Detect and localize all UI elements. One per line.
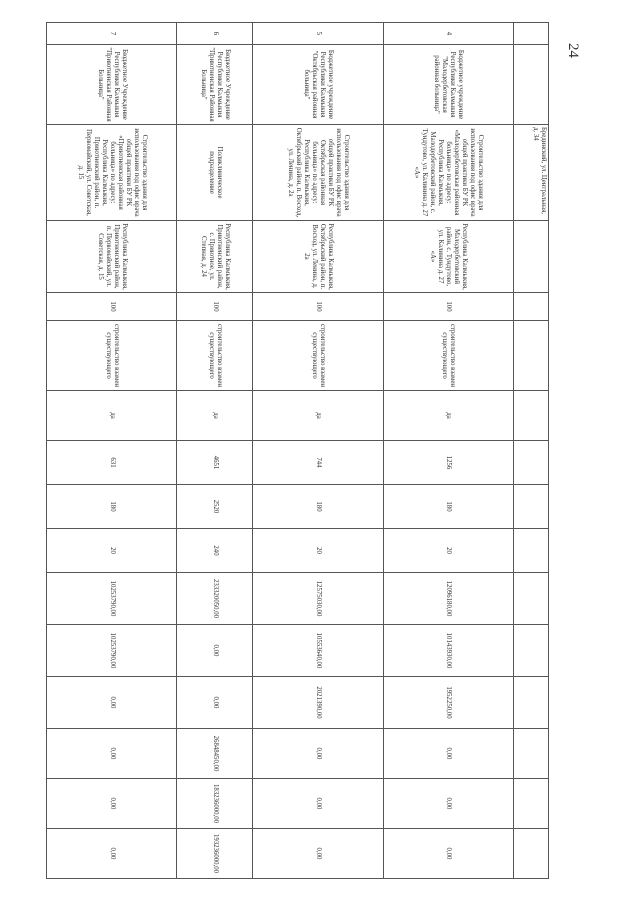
sum-cell: 10553640,00: [253, 625, 383, 677]
rotated-page: [46, 22, 549, 878]
work-type-cell: строительство взамен существующего: [47, 321, 177, 391]
sum-cell: 0,00: [253, 729, 383, 779]
area-cell: 744: [253, 441, 383, 485]
table-cell: [514, 441, 549, 485]
row-number: 6: [177, 23, 253, 45]
sum-cell: 10253790,00: [47, 625, 177, 677]
sum-cell: 0,00: [253, 779, 383, 829]
address-cell: Республика Калмыкия, Октябрьский район, п. Восход, ул. Ленина, д. 2а: [253, 221, 383, 293]
sum-total-cell: 12096180,00: [383, 573, 513, 625]
table-cell: [514, 321, 549, 391]
sum-cell: 183236000,00: [177, 779, 253, 829]
percent-cell: 100: [383, 293, 513, 321]
staff-cell: 20: [383, 529, 513, 573]
address-cell: Республика Калмыкия, Малодербетовский район, с. Тундутово, ул. Калинина д. 27 «А»: [383, 221, 513, 293]
description-cell: Строительство здания для использования под офис врача общей практики БУ РК «Малодербетовская районная больница» по адресу: Республика Калмыкия, Малодербетовский район, с. Тундутово, ул. Калинина д. 27 «А»: [383, 125, 513, 221]
staff-cell: 20: [47, 529, 177, 573]
table-cell: [514, 677, 549, 729]
table-cell: [514, 391, 549, 441]
address-cell: Брединский, ул. Центральная, д. 34: [514, 125, 549, 221]
row-number: 4: [383, 23, 513, 45]
sum-cell: 2021390,00: [253, 677, 383, 729]
page-number: 24: [565, 43, 581, 58]
organization-cell: Бюджетное учреждение Республики Калмыкия "Малодербетовская районная больница": [383, 45, 513, 125]
address-cell: Республика Калмыкия, Приютненский район, с. Приютное, ул. Степная, д. 24: [177, 221, 253, 293]
percent-cell: 100: [177, 293, 253, 321]
table-cell: [514, 729, 549, 779]
address-cell: Республика Калмыкия, Приютненский район, п. Первомайский, ул. Советская, д. 15: [47, 221, 177, 293]
rotated-table-container: [46, 22, 549, 878]
flag-cell: да: [177, 391, 253, 441]
table-cell: [514, 829, 549, 879]
staff-cell: 240: [177, 529, 253, 573]
sum-cell: 0,00: [383, 829, 513, 879]
flag-cell: да: [253, 391, 383, 441]
table-cell: [514, 23, 549, 45]
description-cell: Строительство здания для использования под офис врача общей практики БУ РК «Приютненская районная больница» по адресу: Республика Калмыкия, Приютненский район, п. Первомайский, ул. Советская, д. 15: [47, 125, 177, 221]
description-cell: Строительство здания для использования под офис врача общей практики БУ РК Октябрьская районная больница» по адресу: Республика Калмыкия, Октябрьский район, п. Восход, ул. Ленина, д. 2а: [253, 125, 383, 221]
table-cell: [514, 293, 549, 321]
sum-cell: 0,00: [253, 829, 383, 879]
sum-cell: 0,00: [47, 829, 177, 879]
sum-cell: 10143930,00: [383, 625, 513, 677]
description-cell: Поликлиническое подразделение: [177, 125, 253, 221]
sum-cell: 0,00: [47, 677, 177, 729]
sum-cell: 193236000,00: [177, 829, 253, 879]
flag-cell: да: [47, 391, 177, 441]
percent-cell: 100: [47, 293, 177, 321]
row-number: 5: [253, 23, 383, 45]
table-cell: [514, 485, 549, 529]
flag-cell: да: [383, 391, 513, 441]
table-cell: [514, 529, 549, 573]
sum-total-cell: 12575030,00: [253, 573, 383, 625]
table-cell: [514, 779, 549, 829]
percent-cell: 100: [253, 293, 383, 321]
sum-cell: 0,00: [177, 625, 253, 677]
area-cell: 1256: [383, 441, 513, 485]
capacity-cell: 180: [253, 485, 383, 529]
table-cell: [514, 625, 549, 677]
object-table: [46, 22, 549, 879]
staff-cell: 20: [253, 529, 383, 573]
organization-cell: Бюджетное учреждение Республики Калмыкия "Октябрьская районная больница": [253, 45, 383, 125]
work-type-cell: строительство взамен существующего: [253, 321, 383, 391]
sum-cell: 1952250,00: [383, 677, 513, 729]
table-cell: [514, 45, 549, 125]
sum-cell: 0,00: [47, 729, 177, 779]
capacity-cell: 180: [383, 485, 513, 529]
table-row: [47, 23, 177, 879]
organization-cell: Бюджетное Учреждение Республики Калмыкия "Приютненская Районная Больница": [177, 45, 253, 125]
row-number: 7: [47, 23, 177, 45]
capacity-cell: 2520: [177, 485, 253, 529]
area-cell: 631: [47, 441, 177, 485]
work-type-cell: строительство взамен существующего: [383, 321, 513, 391]
sum-cell: 0,00: [177, 677, 253, 729]
table-row: [383, 23, 513, 879]
sum-cell: 0,00: [383, 779, 513, 829]
sum-cell: 26848450,00: [177, 729, 253, 779]
table-row: [253, 23, 383, 879]
sum-cell: 0,00: [47, 779, 177, 829]
capacity-cell: 180: [47, 485, 177, 529]
table-cell: [514, 573, 549, 625]
sum-total-cell: 10253790,00: [47, 573, 177, 625]
organization-cell: Бюджетное Учреждение Республики Калмыкия "Приютненская Районная Больница": [47, 45, 177, 125]
area-cell: 4651: [177, 441, 253, 485]
table-cell: [514, 221, 549, 293]
sum-total-cell: 233320050,00: [177, 573, 253, 625]
table-row: [177, 23, 253, 879]
sum-cell: 0,00: [383, 729, 513, 779]
table-row: [514, 23, 549, 879]
work-type-cell: строительство взамен существующего: [177, 321, 253, 391]
